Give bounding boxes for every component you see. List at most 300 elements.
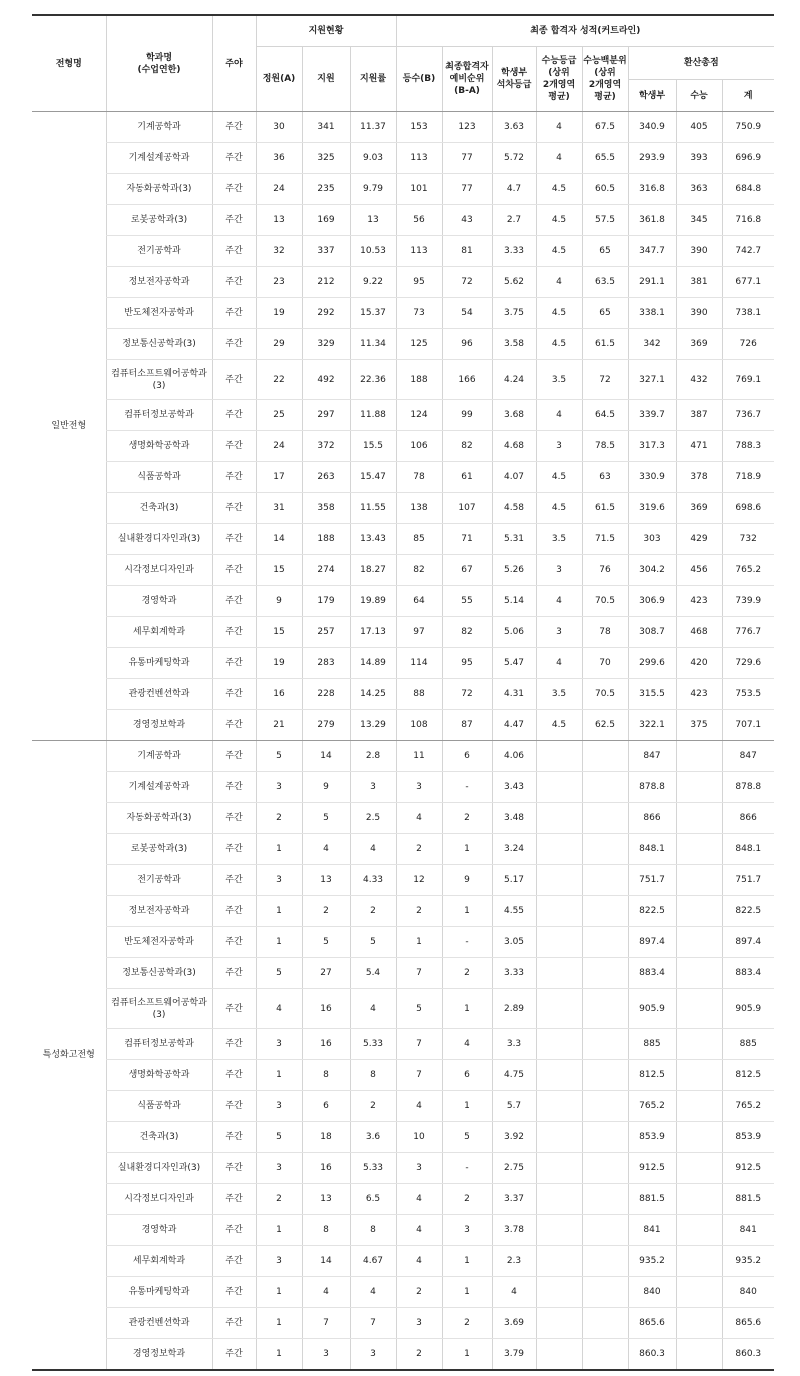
- conv-csat-cell: [676, 989, 722, 1029]
- csat-percentile-cell: [582, 1246, 628, 1277]
- applicants-cell: 13: [302, 1184, 350, 1215]
- table-row: [32, 958, 774, 989]
- table-row: [32, 174, 774, 205]
- rank-cell: 73: [396, 298, 442, 329]
- rank-cell: 3: [396, 772, 442, 803]
- conv-total-cell: 841: [722, 1215, 774, 1246]
- shift-cell: 주간: [212, 1091, 256, 1122]
- csat-grade-cell: [536, 803, 582, 834]
- department-cell: 세무회계학과: [106, 617, 212, 648]
- department-cell: 자동화공학과(3): [106, 803, 212, 834]
- conv-csat-cell: [676, 803, 722, 834]
- conv-school-cell: 841: [628, 1215, 676, 1246]
- quota-cell: 2: [256, 803, 302, 834]
- csat-grade-cell: [536, 1308, 582, 1339]
- table-row: [32, 1184, 774, 1215]
- department-cell: 전기공학과: [106, 236, 212, 267]
- department-cell: 경영학과: [106, 586, 212, 617]
- department-cell: 자동화공학과(3): [106, 174, 212, 205]
- rank-cell: 4: [396, 1091, 442, 1122]
- table-row: [32, 1277, 774, 1308]
- conv-school-cell: 847: [628, 741, 676, 772]
- ratio-cell: 6.5: [350, 1184, 396, 1215]
- applicants-cell: 8: [302, 1060, 350, 1091]
- rank-cell: 138: [396, 493, 442, 524]
- shift-cell: 주간: [212, 834, 256, 865]
- rank-cell: 78: [396, 462, 442, 493]
- csat-percentile-cell: [582, 896, 628, 927]
- conv-csat-cell: 429: [676, 524, 722, 555]
- csat-grade-cell: [536, 958, 582, 989]
- shift-cell: 주간: [212, 360, 256, 400]
- school-grade-cell: 3.33: [492, 236, 536, 267]
- header-applicants: 지원: [302, 47, 350, 112]
- conv-school-cell: 361.8: [628, 205, 676, 236]
- conv-csat-cell: [676, 896, 722, 927]
- csat-percentile-cell: 71.5: [582, 524, 628, 555]
- conv-total-cell: 776.7: [722, 617, 774, 648]
- applicants-cell: 8: [302, 1215, 350, 1246]
- conv-total-cell: 769.1: [722, 360, 774, 400]
- waitlist-cell: 99: [442, 400, 492, 431]
- quota-cell: 31: [256, 493, 302, 524]
- department-cell: 반도체전자공학과: [106, 298, 212, 329]
- csat-grade-cell: [536, 989, 582, 1029]
- applicants-cell: 274: [302, 555, 350, 586]
- conv-school-cell: 339.7: [628, 400, 676, 431]
- waitlist-cell: -: [442, 927, 492, 958]
- ratio-cell: 18.27: [350, 555, 396, 586]
- csat-percentile-cell: 63: [582, 462, 628, 493]
- waitlist-cell: -: [442, 1153, 492, 1184]
- csat-percentile-cell: [582, 989, 628, 1029]
- applicants-cell: 329: [302, 329, 350, 360]
- table-row: [32, 927, 774, 958]
- conv-csat-cell: [676, 741, 722, 772]
- waitlist-cell: 67: [442, 555, 492, 586]
- csat-percentile-cell: 67.5: [582, 112, 628, 143]
- conv-total-cell: 738.1: [722, 298, 774, 329]
- department-cell: 정보통신공학과(3): [106, 329, 212, 360]
- quota-cell: 19: [256, 648, 302, 679]
- conv-csat-cell: [676, 865, 722, 896]
- department-cell: 건축과(3): [106, 493, 212, 524]
- ratio-cell: 17.13: [350, 617, 396, 648]
- department-cell: 경영정보학과: [106, 710, 212, 741]
- ratio-cell: 11.37: [350, 112, 396, 143]
- shift-cell: 주간: [212, 236, 256, 267]
- ratio-cell: 2.8: [350, 741, 396, 772]
- table-header: [32, 15, 774, 112]
- school-grade-cell: 3.37: [492, 1184, 536, 1215]
- csat-grade-cell: [536, 1339, 582, 1371]
- department-cell: 기계공학과: [106, 741, 212, 772]
- csat-percentile-cell: 64.5: [582, 400, 628, 431]
- conv-total-cell: 751.7: [722, 865, 774, 896]
- admission-type-cell: 특성화고전형: [42, 1049, 95, 1060]
- conv-csat-cell: 423: [676, 679, 722, 710]
- shift-cell: 주간: [212, 1153, 256, 1184]
- shift-cell: 주간: [212, 896, 256, 927]
- shift-cell: 주간: [212, 617, 256, 648]
- csat-percentile-cell: 61.5: [582, 493, 628, 524]
- table-row: [32, 1029, 774, 1060]
- conv-csat-cell: 381: [676, 267, 722, 298]
- school-grade-cell: 3.69: [492, 1308, 536, 1339]
- shift-cell: 주간: [212, 865, 256, 896]
- quota-cell: 13: [256, 205, 302, 236]
- header-csat-percentile: 수능백분위 (상위 2개영역 평균): [582, 47, 628, 112]
- conv-school-cell: 935.2: [628, 1246, 676, 1277]
- conv-csat-cell: 363: [676, 174, 722, 205]
- conv-total-cell: 905.9: [722, 989, 774, 1029]
- quota-cell: 16: [256, 679, 302, 710]
- ratio-cell: 11.34: [350, 329, 396, 360]
- school-grade-cell: 3.58: [492, 329, 536, 360]
- school-grade-cell: 3.78: [492, 1215, 536, 1246]
- quota-cell: 2: [256, 1184, 302, 1215]
- waitlist-cell: 82: [442, 617, 492, 648]
- department-cell: 생명화학공학과: [106, 431, 212, 462]
- waitlist-cell: 54: [442, 298, 492, 329]
- shift-cell: 주간: [212, 1277, 256, 1308]
- applicants-cell: 18: [302, 1122, 350, 1153]
- conv-csat-cell: [676, 927, 722, 958]
- school-grade-cell: 4.68: [492, 431, 536, 462]
- conv-total-cell: 765.2: [722, 1091, 774, 1122]
- conv-school-cell: 338.1: [628, 298, 676, 329]
- conv-school-cell: 765.2: [628, 1091, 676, 1122]
- waitlist-cell: 2: [442, 803, 492, 834]
- ratio-cell: 5: [350, 927, 396, 958]
- rank-cell: 3: [396, 1308, 442, 1339]
- conv-school-cell: 315.5: [628, 679, 676, 710]
- table-row: [32, 772, 774, 803]
- conv-total-cell: 732: [722, 524, 774, 555]
- conv-total-cell: 812.5: [722, 1060, 774, 1091]
- rank-cell: 2: [396, 1277, 442, 1308]
- quota-cell: 24: [256, 431, 302, 462]
- conv-total-cell: 822.5: [722, 896, 774, 927]
- quota-cell: 23: [256, 267, 302, 298]
- department-cell: 기계설계공학과: [106, 772, 212, 803]
- conv-school-cell: 865.6: [628, 1308, 676, 1339]
- school-grade-cell: 5.14: [492, 586, 536, 617]
- waitlist-cell: 9: [442, 865, 492, 896]
- shift-cell: 주간: [212, 462, 256, 493]
- applicants-cell: 325: [302, 143, 350, 174]
- school-grade-cell: 4.55: [492, 896, 536, 927]
- school-grade-cell: 3.43: [492, 772, 536, 803]
- conv-school-cell: 897.4: [628, 927, 676, 958]
- shift-cell: 주간: [212, 648, 256, 679]
- waitlist-cell: 123: [442, 112, 492, 143]
- table-row: [32, 679, 774, 710]
- department-cell: 관광컨벤션학과: [106, 1308, 212, 1339]
- csat-grade-cell: 3.5: [536, 679, 582, 710]
- waitlist-cell: 77: [442, 174, 492, 205]
- applicants-cell: 14: [302, 1246, 350, 1277]
- csat-grade-cell: [536, 1029, 582, 1060]
- csat-grade-cell: 4.5: [536, 462, 582, 493]
- rank-cell: 1: [396, 927, 442, 958]
- csat-grade-cell: [536, 1091, 582, 1122]
- quota-cell: 3: [256, 772, 302, 803]
- csat-grade-cell: [536, 1184, 582, 1215]
- conv-csat-cell: 468: [676, 617, 722, 648]
- conv-total-cell: 847: [722, 741, 774, 772]
- quota-cell: 1: [256, 927, 302, 958]
- quota-cell: 3: [256, 1091, 302, 1122]
- waitlist-cell: 61: [442, 462, 492, 493]
- rank-cell: 4: [396, 1246, 442, 1277]
- header-final-results: 최종 합격자 성적(커트라인): [396, 15, 774, 47]
- csat-grade-cell: 4.5: [536, 174, 582, 205]
- applicants-cell: 3: [302, 1339, 350, 1371]
- rank-cell: 114: [396, 648, 442, 679]
- csat-percentile-cell: 70: [582, 648, 628, 679]
- shift-cell: 주간: [212, 1122, 256, 1153]
- conv-csat-cell: 369: [676, 493, 722, 524]
- applicants-cell: 16: [302, 989, 350, 1029]
- admission-results-document: [32, 14, 774, 1371]
- school-grade-cell: 4.7: [492, 174, 536, 205]
- ratio-cell: 8: [350, 1215, 396, 1246]
- quota-cell: 1: [256, 1339, 302, 1371]
- school-grade-cell: 2.7: [492, 205, 536, 236]
- csat-percentile-cell: [582, 1215, 628, 1246]
- conv-school-cell: 878.8: [628, 772, 676, 803]
- school-grade-cell: 4.06: [492, 741, 536, 772]
- table-row: [32, 524, 774, 555]
- quota-cell: 3: [256, 1029, 302, 1060]
- conv-school-cell: 866: [628, 803, 676, 834]
- conv-total-cell: 750.9: [722, 112, 774, 143]
- ratio-cell: 19.89: [350, 586, 396, 617]
- conv-school-cell: 330.9: [628, 462, 676, 493]
- department-cell: 경영학과: [106, 1215, 212, 1246]
- csat-grade-cell: 4: [536, 400, 582, 431]
- table-row: [32, 267, 774, 298]
- applicants-cell: 228: [302, 679, 350, 710]
- rank-cell: 153: [396, 112, 442, 143]
- shift-cell: 주간: [212, 1215, 256, 1246]
- waitlist-cell: 77: [442, 143, 492, 174]
- conv-school-cell: 912.5: [628, 1153, 676, 1184]
- quota-cell: 5: [256, 1122, 302, 1153]
- conv-csat-cell: [676, 1215, 722, 1246]
- csat-percentile-cell: [582, 1153, 628, 1184]
- shift-cell: 주간: [212, 679, 256, 710]
- conv-csat-cell: [676, 1246, 722, 1277]
- ratio-cell: 22.36: [350, 360, 396, 400]
- header-school-grade: 학생부 석차등급: [492, 47, 536, 112]
- table-row: [32, 896, 774, 927]
- rank-cell: 113: [396, 236, 442, 267]
- quota-cell: 14: [256, 524, 302, 555]
- conv-school-cell: 322.1: [628, 710, 676, 741]
- conv-total-cell: 677.1: [722, 267, 774, 298]
- department-cell: 기계공학과: [106, 112, 212, 143]
- csat-grade-cell: 4.5: [536, 329, 582, 360]
- csat-grade-cell: [536, 1153, 582, 1184]
- rank-cell: 4: [396, 1215, 442, 1246]
- conv-csat-cell: [676, 1308, 722, 1339]
- quota-cell: 36: [256, 143, 302, 174]
- applicants-cell: 13: [302, 865, 350, 896]
- waitlist-cell: 107: [442, 493, 492, 524]
- school-grade-cell: 4.31: [492, 679, 536, 710]
- conv-csat-cell: 432: [676, 360, 722, 400]
- school-grade-cell: 4.07: [492, 462, 536, 493]
- csat-grade-cell: 4.5: [536, 205, 582, 236]
- conv-school-cell: 340.9: [628, 112, 676, 143]
- table-row: [32, 1091, 774, 1122]
- rank-cell: 82: [396, 555, 442, 586]
- applicants-cell: 263: [302, 462, 350, 493]
- department-cell: 컴퓨터정보공학과: [106, 1029, 212, 1060]
- department-cell: 시각정보디자인과: [106, 1184, 212, 1215]
- waitlist-cell: 1: [442, 1091, 492, 1122]
- rank-cell: 95: [396, 267, 442, 298]
- shift-cell: 주간: [212, 298, 256, 329]
- csat-percentile-cell: [582, 1339, 628, 1371]
- department-cell: 건축과(3): [106, 1122, 212, 1153]
- school-grade-cell: 3.33: [492, 958, 536, 989]
- school-grade-cell: 3.79: [492, 1339, 536, 1371]
- waitlist-cell: 95: [442, 648, 492, 679]
- csat-grade-cell: 4: [536, 586, 582, 617]
- shift-cell: 주간: [212, 143, 256, 174]
- waitlist-cell: 87: [442, 710, 492, 741]
- ratio-cell: 2: [350, 896, 396, 927]
- conv-total-cell: 707.1: [722, 710, 774, 741]
- conv-csat-cell: [676, 1339, 722, 1371]
- shift-cell: 주간: [212, 524, 256, 555]
- ratio-cell: 13.29: [350, 710, 396, 741]
- school-grade-cell: 3.63: [492, 112, 536, 143]
- rank-cell: 2: [396, 834, 442, 865]
- table-row: [32, 710, 774, 741]
- conv-csat-cell: 387: [676, 400, 722, 431]
- csat-grade-cell: 4: [536, 267, 582, 298]
- csat-grade-cell: 3: [536, 431, 582, 462]
- conv-total-cell: 742.7: [722, 236, 774, 267]
- shift-cell: 주간: [212, 205, 256, 236]
- csat-percentile-cell: 70.5: [582, 679, 628, 710]
- shift-cell: 주간: [212, 989, 256, 1029]
- department-cell: 로봇공학과(3): [106, 834, 212, 865]
- csat-grade-cell: [536, 896, 582, 927]
- school-grade-cell: 3.75: [492, 298, 536, 329]
- csat-grade-cell: [536, 1246, 582, 1277]
- rank-cell: 4: [396, 803, 442, 834]
- csat-percentile-cell: [582, 958, 628, 989]
- rank-cell: 5: [396, 989, 442, 1029]
- school-grade-cell: 5.7: [492, 1091, 536, 1122]
- table-row: [32, 431, 774, 462]
- table-row: [32, 617, 774, 648]
- table-row: [32, 236, 774, 267]
- conv-csat-cell: 420: [676, 648, 722, 679]
- conv-school-cell: 293.9: [628, 143, 676, 174]
- quota-cell: 1: [256, 1215, 302, 1246]
- quota-cell: 1: [256, 1277, 302, 1308]
- csat-percentile-cell: [582, 741, 628, 772]
- csat-percentile-cell: 60.5: [582, 174, 628, 205]
- ratio-cell: 4: [350, 834, 396, 865]
- quota-cell: 29: [256, 329, 302, 360]
- school-grade-cell: 3.05: [492, 927, 536, 958]
- applicants-cell: 212: [302, 267, 350, 298]
- csat-percentile-cell: [582, 1277, 628, 1308]
- conv-total-cell: 729.6: [722, 648, 774, 679]
- table-row: [32, 1153, 774, 1184]
- csat-percentile-cell: 65: [582, 236, 628, 267]
- waitlist-cell: 43: [442, 205, 492, 236]
- applicants-cell: 492: [302, 360, 350, 400]
- table-row: [32, 298, 774, 329]
- table-row: [32, 1060, 774, 1091]
- csat-percentile-cell: [582, 1184, 628, 1215]
- conv-total-cell: 883.4: [722, 958, 774, 989]
- conv-school-cell: 342: [628, 329, 676, 360]
- quota-cell: 32: [256, 236, 302, 267]
- shift-cell: 주간: [212, 329, 256, 360]
- applicants-cell: 188: [302, 524, 350, 555]
- csat-grade-cell: [536, 1215, 582, 1246]
- csat-grade-cell: 4.5: [536, 493, 582, 524]
- conv-school-cell: 853.9: [628, 1122, 676, 1153]
- applicants-cell: 292: [302, 298, 350, 329]
- ratio-cell: 4: [350, 989, 396, 1029]
- school-grade-cell: 2.75: [492, 1153, 536, 1184]
- applicants-cell: 297: [302, 400, 350, 431]
- department-cell: 유통마케팅학과: [106, 648, 212, 679]
- ratio-cell: 13: [350, 205, 396, 236]
- csat-percentile-cell: 76: [582, 555, 628, 586]
- applicants-cell: 7: [302, 1308, 350, 1339]
- header-waitlist: 최종합격자 예비순위 (B-A): [442, 47, 492, 112]
- waitlist-cell: 71: [442, 524, 492, 555]
- applicants-cell: 179: [302, 586, 350, 617]
- school-grade-cell: 4.75: [492, 1060, 536, 1091]
- shift-cell: 주간: [212, 1308, 256, 1339]
- csat-percentile-cell: 62.5: [582, 710, 628, 741]
- conv-total-cell: 840: [722, 1277, 774, 1308]
- applicants-cell: 2: [302, 896, 350, 927]
- waitlist-cell: 1: [442, 896, 492, 927]
- conv-csat-cell: 456: [676, 555, 722, 586]
- ratio-cell: 13.43: [350, 524, 396, 555]
- table-row: [32, 143, 774, 174]
- csat-grade-cell: 3: [536, 555, 582, 586]
- school-grade-cell: 3.92: [492, 1122, 536, 1153]
- conv-school-cell: 291.1: [628, 267, 676, 298]
- school-grade-cell: 5.47: [492, 648, 536, 679]
- department-cell: 로봇공학과(3): [106, 205, 212, 236]
- rank-cell: 64: [396, 586, 442, 617]
- conv-total-cell: 860.3: [722, 1339, 774, 1371]
- ratio-cell: 14.25: [350, 679, 396, 710]
- waitlist-cell: 1: [442, 1277, 492, 1308]
- applicants-cell: 283: [302, 648, 350, 679]
- applicants-cell: 4: [302, 1277, 350, 1308]
- quota-cell: 3: [256, 1246, 302, 1277]
- csat-grade-cell: [536, 834, 582, 865]
- applicants-cell: 6: [302, 1091, 350, 1122]
- ratio-cell: 9.79: [350, 174, 396, 205]
